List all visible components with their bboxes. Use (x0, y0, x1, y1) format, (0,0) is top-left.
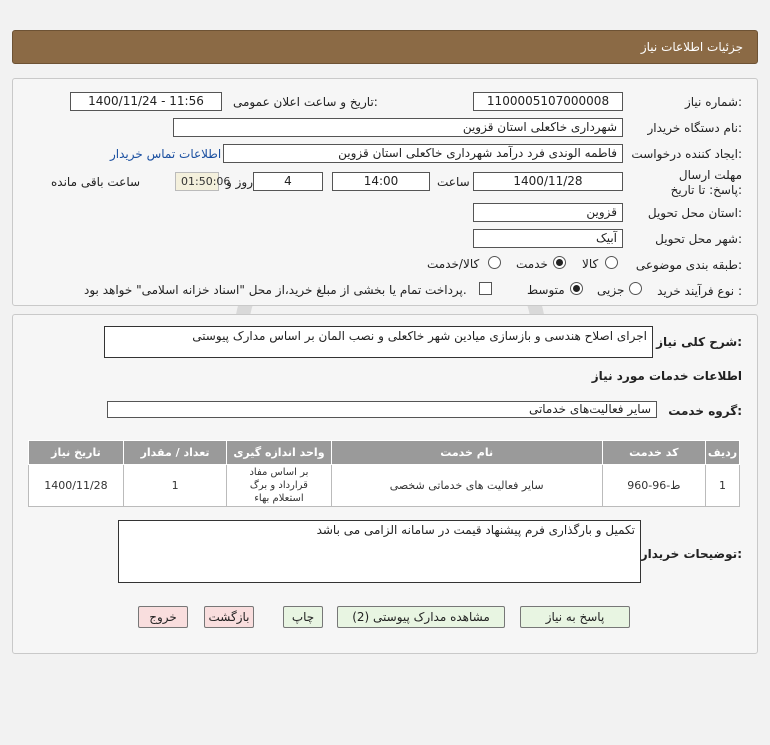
cell-unit: بر اساس مفاد قرارداد و برگ استعلام بهاء (227, 465, 331, 507)
radio-icon (488, 256, 501, 269)
radio-selected-icon (553, 256, 566, 269)
col-service-code: کد خدمت (602, 441, 705, 465)
table-row (29, 465, 740, 507)
radio-icon (605, 256, 618, 269)
announce-label: تاریخ و ساعت اعلان عمومی: (233, 95, 378, 109)
category-option-goods: کالا (582, 257, 599, 271)
radio-selected-icon (570, 282, 583, 295)
buyer-org-field: شهرداری خاکعلی استان قزوین (173, 118, 623, 137)
creator-label: ایجاد کننده درخواست: (631, 147, 742, 161)
deadline-time-field: 14:00 (332, 172, 430, 191)
page-header (12, 30, 758, 64)
back-button[interactable]: بازگشت (204, 606, 254, 628)
days-field: 4 (253, 172, 323, 191)
cell-service-code: ط-96-960 (602, 465, 705, 507)
col-unit: واحد اندازه گیری (227, 441, 331, 465)
radio-icon (629, 282, 642, 295)
category-label: طبقه بندی موضوعی: (635, 258, 742, 272)
table-header-row (29, 441, 740, 465)
process-option-medium: متوسط (527, 283, 565, 297)
col-service-name: نام خدمت (331, 441, 602, 465)
buyer-notes-label: توضیحات خریدار: (640, 547, 742, 561)
deadline-label: مهلت ارسال پاسخ: تا تاریخ: (670, 168, 742, 197)
category-radio-service[interactable] (553, 255, 566, 269)
cell-need-date: 1400/11/28 (29, 465, 124, 507)
process-radio-minor[interactable] (629, 281, 642, 295)
summary-field: اجرای اصلاح هندسی و بازسازی میادین شهر خاکعلی و نصب المان بر اساس مدارک پیوستی (104, 326, 653, 358)
services-table (28, 440, 740, 507)
category-option-both: کالا/خدمت (427, 257, 480, 271)
treasury-payment-note: پرداخت تمام یا بخشی از مبلغ خرید،از محل "اسناد خزانه اسلامی" خواهد بود. (84, 283, 467, 297)
remaining-time-field: 01:50:06 (175, 172, 219, 191)
cell-quantity: 1 (123, 465, 226, 507)
category-option-service: خدمت (516, 257, 548, 271)
page-title: جزئیات اطلاعات نیاز (640, 40, 743, 54)
remaining-label: ساعت باقی مانده (51, 175, 141, 189)
city-label: شهر محل تحویل: (655, 232, 742, 246)
service-group-field: سایر فعالیت‌های خدماتی (107, 401, 657, 418)
province-label: استان محل تحویل: (647, 206, 742, 220)
cell-row: 1 (706, 465, 740, 507)
need-number-field: 1100005107000008 (473, 92, 623, 111)
province-field: قزوین (473, 203, 623, 222)
time-label: ساعت (437, 175, 470, 189)
view-attachments-button[interactable]: مشاهده مدارک پیوستی (2) (337, 606, 505, 628)
col-quantity: تعداد / مقدار (123, 441, 226, 465)
col-need-date: تاریخ نیاز (29, 441, 124, 465)
service-group-label: گروه خدمت: (668, 404, 742, 418)
checkbox-icon (479, 282, 492, 295)
col-row: ردیف (706, 441, 740, 465)
cell-service-name: سایر فعالیت های خدماتی شخصی (331, 465, 602, 507)
category-radio-goods[interactable] (605, 255, 618, 269)
summary-label: شرح کلی نیاز: (656, 335, 742, 349)
announce-field: 1400/11/24 - 11:56 (70, 92, 222, 111)
process-option-minor: جزیی (597, 283, 625, 297)
city-field: آبیک (473, 229, 623, 248)
exit-button[interactable]: خروج (138, 606, 188, 628)
reply-button[interactable]: پاسخ به نیاز (520, 606, 630, 628)
category-radio-both[interactable] (488, 255, 501, 269)
buyer-notes-field: تکمیل و بارگذاری فرم پیشنهاد قیمت در سامانه الزامی می باشد (118, 520, 641, 583)
need-number-label: شماره نیاز: (684, 95, 742, 109)
services-heading: اطلاعات خدمات مورد نیاز (591, 369, 742, 383)
deadline-date-field: 1400/11/28 (473, 172, 623, 191)
buyer-contact-link[interactable]: اطلاعات تماس خریدار (110, 147, 222, 161)
process-label: نوع فرآیند خرید : (657, 284, 742, 298)
buyer-org-label: نام دستگاه خریدار: (647, 121, 742, 135)
days-label: روز و (226, 175, 253, 189)
treasury-payment-checkbox[interactable] (479, 281, 492, 295)
print-button[interactable]: چاپ (283, 606, 323, 628)
creator-field: فاطمه الوندی فرد درآمد شهرداری خاکعلی استان قزوین (223, 144, 623, 163)
process-radio-medium[interactable] (570, 281, 583, 295)
